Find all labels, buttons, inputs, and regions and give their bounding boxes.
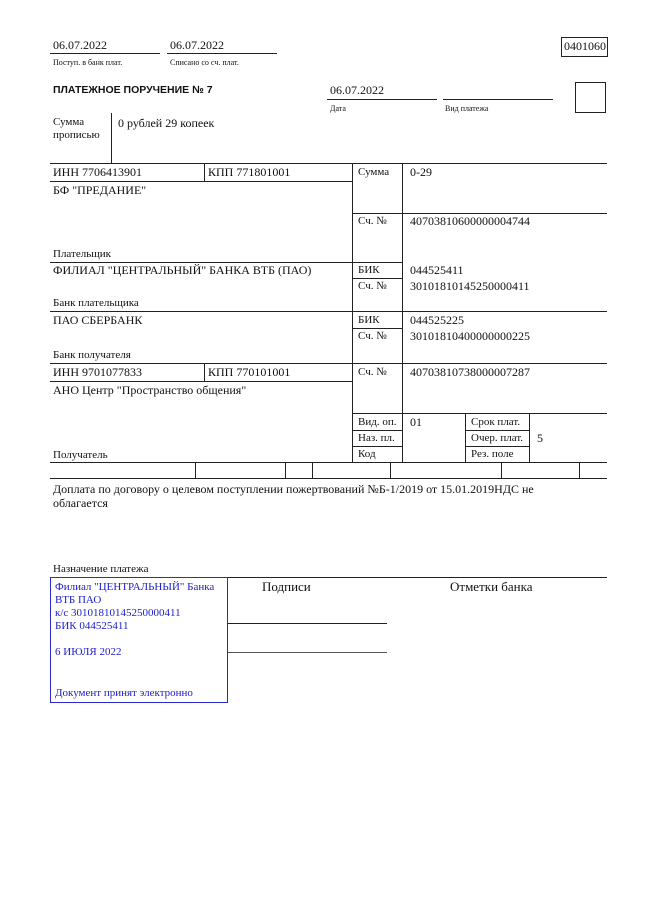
divider bbox=[50, 381, 352, 382]
payer-kpp: КПП 771801001 bbox=[208, 165, 291, 179]
form-code-box bbox=[561, 37, 608, 57]
divider bbox=[285, 462, 286, 478]
payee-bank-bik: 044525225 bbox=[410, 313, 464, 327]
priority: 5 bbox=[537, 431, 543, 445]
payer-name: БФ "ПРЕДАНИЕ" bbox=[53, 183, 147, 197]
payer-bank-name: ФИЛИАЛ "ЦЕНТРАЛЬНЫЙ" БАНКА ВТБ (ПАО) bbox=[53, 263, 312, 277]
divider bbox=[579, 462, 580, 478]
purpose-label: Назначение платежа bbox=[53, 563, 149, 575]
divider bbox=[465, 413, 466, 462]
divider bbox=[111, 113, 112, 163]
divider bbox=[390, 462, 391, 478]
debited-date: 06.07.2022 bbox=[170, 38, 224, 52]
op-type-label: Вид. оп. bbox=[358, 416, 397, 428]
payee-bank-bik-label: БИК bbox=[358, 314, 380, 326]
amount-words: 0 рублей 29 копеек bbox=[118, 116, 215, 130]
received-label: Поступ. в банк плат. bbox=[53, 58, 123, 67]
reserve-label: Рез. поле bbox=[471, 448, 514, 460]
divider bbox=[352, 328, 402, 329]
signature-line bbox=[228, 623, 387, 624]
code-label: Код bbox=[358, 448, 376, 460]
divider bbox=[352, 278, 402, 279]
payee-kpp: КПП 770101001 bbox=[208, 365, 291, 379]
amount-words-label: Сумма bbox=[53, 116, 85, 128]
divider bbox=[204, 163, 205, 181]
stamp-line: Филиал "ЦЕНТРАЛЬНЫЙ" Банка bbox=[55, 581, 215, 593]
payer-inn: ИНН 7706413901 bbox=[53, 165, 142, 179]
stamp-line: БИК 044525411 bbox=[55, 620, 129, 632]
divider bbox=[50, 311, 607, 312]
stamp-date: 6 ИЮЛЯ 2022 bbox=[55, 646, 122, 658]
amount-words-label: прописью bbox=[53, 129, 100, 141]
sum-value: 0-29 bbox=[410, 165, 432, 179]
payer-bank-account: 30101810145250000411 bbox=[410, 279, 530, 293]
bank-marks-label: Отметки банка bbox=[450, 579, 533, 594]
payee-name: АНО Центр "Пространство общения" bbox=[53, 383, 247, 397]
divider bbox=[529, 413, 530, 462]
date-label: Дата bbox=[330, 104, 346, 113]
received-date: 06.07.2022 bbox=[53, 38, 107, 52]
divider bbox=[443, 99, 553, 100]
divider bbox=[312, 462, 313, 478]
stamp-status: Документ принят электронно bbox=[55, 687, 193, 699]
divider bbox=[402, 163, 403, 462]
divider bbox=[50, 163, 607, 164]
divider bbox=[352, 446, 402, 447]
debited-label: Списано со сч. плат. bbox=[170, 58, 239, 67]
priority-label: Очер. плат. bbox=[471, 432, 524, 444]
purpose-code-label: Наз. пл. bbox=[358, 432, 395, 444]
sum-label: Сумма bbox=[358, 166, 390, 178]
divider bbox=[465, 446, 529, 447]
payer-label: Плательщик bbox=[53, 248, 111, 260]
divider bbox=[50, 363, 607, 364]
payer-bank-account-label: Сч. № bbox=[358, 280, 387, 292]
payment-type-label: Вид платежа bbox=[445, 104, 489, 113]
payee-bank-account-label: Сч. № bbox=[358, 330, 387, 342]
divider bbox=[352, 413, 607, 414]
divider bbox=[204, 363, 205, 381]
divider bbox=[167, 53, 277, 54]
stamp-line: к/с 30101810145250000411 bbox=[55, 607, 181, 619]
payee-inn: ИНН 9701077833 bbox=[53, 365, 142, 379]
payment-status-box bbox=[575, 82, 606, 113]
payer-account: 40703810600000004744 bbox=[410, 214, 530, 228]
payee-label: Получатель bbox=[53, 449, 108, 461]
document-title: ПЛАТЕЖНОЕ ПОРУЧЕНИЕ № 7 bbox=[53, 84, 213, 96]
signatures-label: Подписи bbox=[262, 579, 311, 594]
payee-account-label: Сч. № bbox=[358, 366, 387, 378]
payer-bank-bik: 044525411 bbox=[410, 263, 464, 277]
bank-stamp bbox=[50, 577, 228, 703]
divider bbox=[352, 163, 353, 462]
divider bbox=[50, 181, 352, 182]
payer-bank-bik-label: БИК bbox=[358, 264, 380, 276]
form-code: 0401060 bbox=[564, 39, 606, 53]
signature-line bbox=[228, 652, 387, 653]
payee-bank-label: Банк получателя bbox=[53, 349, 131, 361]
divider bbox=[465, 430, 529, 431]
divider bbox=[50, 462, 607, 463]
due-label: Срок плат. bbox=[471, 416, 521, 428]
order-date: 06.07.2022 bbox=[330, 83, 384, 97]
divider bbox=[195, 462, 196, 478]
purpose-text: облагается bbox=[53, 496, 108, 510]
payee-account: 40703810738000007287 bbox=[410, 365, 530, 379]
payee-bank-account: 30101810400000000225 bbox=[410, 329, 530, 343]
op-type: 01 bbox=[410, 415, 422, 429]
divider bbox=[352, 430, 402, 431]
payer-account-label: Сч. № bbox=[358, 215, 387, 227]
divider bbox=[327, 99, 437, 100]
payee-bank-name: ПАО СБЕРБАНК bbox=[53, 313, 143, 327]
divider bbox=[50, 478, 607, 479]
stamp-line: ВТБ ПАО bbox=[55, 594, 102, 606]
purpose-text: Доплата по договору о целевом поступлении пожертвований №Б-1/2019 от 15.01.2019НДС не bbox=[53, 482, 534, 496]
divider bbox=[50, 53, 160, 54]
payer-bank-label: Банк плательщика bbox=[53, 297, 139, 309]
divider bbox=[501, 462, 502, 478]
